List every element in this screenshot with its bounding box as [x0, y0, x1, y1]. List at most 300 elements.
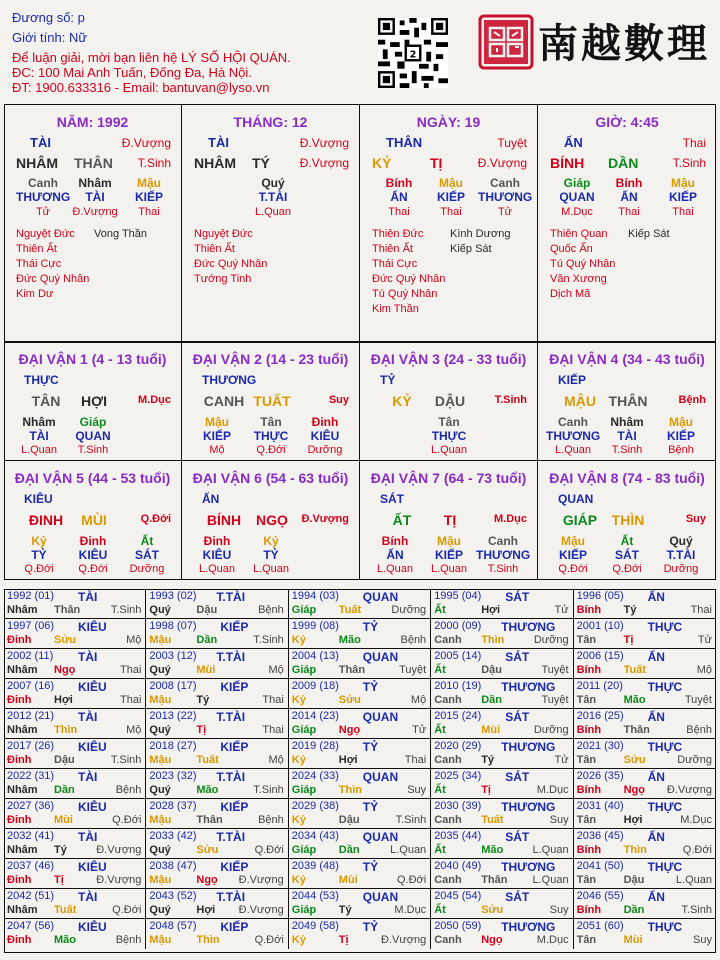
star-item: Thiên Quan	[550, 228, 608, 240]
year-state: Tử	[697, 634, 712, 646]
year-stem: Giáp	[291, 904, 317, 916]
year-ten-god: T.TÀI	[216, 830, 246, 844]
year-cell	[574, 829, 716, 859]
year-cell	[4, 829, 146, 859]
year-cell	[289, 859, 431, 889]
year-ten-god: T.TÀI	[216, 590, 246, 604]
year-branch: Thìn	[623, 844, 647, 856]
year-branch: Mão	[196, 784, 219, 796]
dv-hidden-r3c2: Q.Đới	[612, 563, 642, 575]
hidden-stem-r3c2: L.Quan	[254, 206, 292, 218]
year-state: Mộ	[126, 634, 142, 646]
year-label: 2016 (25)	[576, 710, 624, 722]
year-cell	[431, 919, 573, 949]
dv-hidden-r3c2: L.Quan	[252, 563, 290, 575]
year-stem: Tân	[576, 754, 597, 766]
year-branch: Thìn	[54, 724, 78, 736]
year-ten-god: QUAN	[362, 710, 399, 724]
year-label: 2009 (18)	[291, 680, 339, 692]
year-branch: Thìn	[481, 634, 505, 646]
dv-hidden-r1c1: Đinh	[203, 534, 231, 548]
year-state: Mộ	[268, 754, 284, 766]
year-branch: Ngọ	[481, 934, 503, 946]
year-state: Đ.Vượng	[381, 934, 427, 946]
year-cell	[289, 649, 431, 679]
dv-hidden-r3c3: T.Sinh	[487, 563, 519, 575]
year-cell	[289, 799, 431, 829]
dv-hidden-r3c2: Q.Đới	[256, 444, 286, 456]
hidden-stem-r2c2: KIẾP	[436, 190, 465, 204]
year-state: Đ.Vượng	[96, 844, 142, 856]
year-state: Thai	[404, 754, 427, 766]
year-cell	[574, 679, 716, 709]
year-state: Bệnh	[258, 604, 284, 616]
star-item: Nguyệt Đức	[16, 228, 75, 240]
year-branch: Mão	[623, 694, 646, 706]
year-label: 2002 (11)	[7, 650, 54, 662]
year-cell	[146, 829, 288, 859]
year-stem: Bính	[576, 604, 602, 616]
year-branch: Dậu	[481, 664, 502, 676]
year-ten-god: ẤN	[647, 770, 665, 784]
year-ten-god: KIẾP	[220, 920, 249, 934]
dv-hidden-r1c2: Tân	[260, 415, 282, 429]
year-label: 2027 (36)	[7, 800, 55, 812]
year-branch: Ngọ	[338, 724, 361, 736]
year-state: Tử	[554, 604, 569, 616]
year-state: Mộ	[410, 694, 427, 706]
star-item: Thiên Ất	[16, 243, 57, 255]
year-cell	[574, 709, 716, 739]
dv-hidden-r3c1: L.Quan	[376, 563, 414, 575]
year-branch: Sửu	[196, 844, 219, 856]
year-state: M.Dục	[536, 934, 569, 946]
year-state: Dưỡng	[533, 634, 569, 646]
dv-hidden-r3c2: T.Sinh	[77, 444, 109, 456]
year-stem: Kỷ	[291, 934, 306, 946]
dv-hidden-r2c2: TÀI	[617, 429, 637, 443]
brand-logo-text: 南越數理	[538, 20, 710, 67]
year-cell	[574, 799, 716, 829]
dv-hidden-r2c3: SÁT	[135, 548, 159, 562]
year-cell	[289, 619, 431, 649]
year-label: 2042 (51)	[7, 890, 55, 902]
year-state: Mộ	[696, 664, 712, 676]
year-label: 2041 (50)	[576, 860, 624, 872]
year-ten-god: SÁT	[505, 830, 530, 844]
year-stem: Ất	[434, 904, 446, 916]
dv-hidden-r3c2: T.Sinh	[611, 444, 643, 456]
year-label: 2040 (49)	[434, 860, 482, 872]
year-branch: Hợi	[623, 814, 643, 826]
dv-hidden-r1c3: Mậu	[669, 415, 693, 429]
star-item: Kim Dư	[16, 288, 54, 300]
year-cell	[431, 709, 573, 739]
year-label: 1992 (01)	[7, 590, 55, 602]
year-cell	[146, 919, 288, 949]
year-stem: Tân	[576, 634, 597, 646]
dv-hidden-r2c2: SÁT	[615, 548, 639, 562]
gender-label: Giới tính:	[12, 30, 69, 45]
gender-value: Nữ	[68, 30, 88, 45]
dv-hidden-r1c3: Quý	[669, 534, 693, 548]
year-branch: Mùi	[338, 874, 358, 886]
year-cell	[146, 889, 288, 919]
year-cell	[146, 709, 288, 739]
year-cell	[289, 769, 431, 799]
year-stem: Mậu	[149, 874, 172, 886]
year-stem: Nhâm	[7, 604, 38, 616]
dv-hidden-r3c1: Mộ	[209, 444, 225, 456]
year-label: 2010 (19)	[434, 680, 482, 692]
year-label: 2034 (43)	[291, 830, 339, 842]
year-stem: Mậu	[149, 754, 172, 766]
year-state: Mộ	[126, 724, 142, 736]
year-ten-god: THỰC	[647, 620, 683, 634]
dai-van-stem: GIÁP	[562, 512, 598, 528]
pillar-ten-god-state: Đ.Vượng	[121, 136, 171, 150]
year-ten-god: QUAN	[362, 890, 399, 904]
dv-hidden-r1c3: Canh	[488, 534, 518, 548]
year-label: 2031 (40)	[576, 800, 624, 812]
year-label: 2003 (12)	[149, 650, 197, 662]
year-label: 2021 (30)	[576, 740, 624, 752]
year-ten-god: TÀI	[78, 710, 98, 724]
hidden-stem-r2c3: THƯƠNG	[478, 190, 533, 204]
dv-hidden-r1c2: Nhâm	[610, 415, 644, 429]
year-ten-god: THƯƠNG	[501, 620, 556, 634]
dai-van-7	[360, 461, 538, 580]
year-ten-god: TÀI	[78, 890, 98, 904]
star-item: Thiên Ất	[194, 243, 235, 255]
year-cell	[431, 739, 573, 769]
pillar-stem: KỶ	[372, 155, 392, 171]
dv-hidden-r3c2: L.Quan	[430, 444, 468, 456]
year-label: 2045 (54)	[434, 890, 482, 902]
year-stem: Giáp	[291, 604, 317, 616]
dv-hidden-r3c1: Q.Đới	[558, 563, 588, 575]
year-ten-god: TỶ	[362, 680, 379, 694]
year-branch: Dần	[623, 904, 645, 916]
year-ten-god: T.TÀI	[216, 890, 246, 904]
qr-code-icon[interactable]	[378, 18, 448, 88]
year-label: 2049 (58)	[291, 920, 339, 932]
year-cell	[574, 739, 716, 769]
year-ten-god: ẤN	[647, 650, 665, 664]
dai-van-stem: MẬU	[564, 393, 596, 409]
year-state: L.Quan	[532, 844, 569, 856]
dv-hidden-r2c1: TỶ	[31, 548, 47, 562]
year-stem: Đinh	[7, 814, 32, 826]
star-item: Thiên Ất	[372, 243, 413, 255]
year-cell	[146, 799, 288, 829]
year-label: 1996 (05)	[576, 590, 624, 602]
dv-hidden-r1c2: Tân	[438, 415, 460, 429]
pillar-ten-god-state: Thai	[682, 136, 706, 150]
dv-hidden-r2c2: KIẾP	[434, 548, 463, 562]
pillar-4	[538, 104, 716, 342]
dv-hidden-r1c1: Kỷ	[31, 534, 47, 548]
year-ten-god: T.TÀI	[216, 650, 246, 664]
year-stem: Quý	[149, 664, 171, 676]
dai-van-title: ĐẠI VẬN 7 (64 - 73 tuổi)	[370, 470, 527, 486]
year-state: Bệnh	[686, 724, 712, 736]
year-ten-god: THƯƠNG	[501, 860, 556, 874]
dv-hidden-r1c1: Mậu	[205, 415, 229, 429]
dai-van-2	[182, 342, 360, 461]
hidden-stem-r1c2: Bính	[615, 176, 643, 190]
year-stem: Tân	[576, 814, 597, 826]
dv-hidden-r2c1: ẤN	[386, 548, 404, 562]
hidden-stem-r2c2: TÀI	[85, 190, 105, 204]
pillar-branch-state: T.Sinh	[137, 156, 171, 170]
year-ten-god: KIÊU	[78, 680, 107, 694]
year-stem: Tân	[576, 694, 597, 706]
pillar-title: GIỜ: 4:45	[595, 114, 659, 130]
year-cell	[431, 769, 573, 799]
star-item: Quốc Ấn	[550, 243, 593, 255]
year-ten-god: TỶ	[362, 920, 379, 934]
year-branch: Dần	[54, 784, 75, 796]
year-cell	[431, 799, 573, 829]
year-state: L.Quan	[532, 874, 569, 886]
pillar-3	[360, 104, 538, 342]
dai-van-branch: THÂN	[608, 393, 648, 409]
hidden-stem-r1c3: Canh	[490, 176, 520, 190]
year-branch: Mùi	[623, 934, 643, 946]
dai-van-ten-god: QUAN	[558, 492, 594, 506]
year-state: Suy	[693, 934, 712, 946]
year-branch: Thìn	[338, 784, 363, 796]
star-item: Đức Quý Nhân	[372, 273, 446, 285]
year-branch: Sửu	[338, 694, 361, 706]
year-stem: Mậu	[149, 634, 172, 646]
year-stem: Canh	[434, 754, 462, 766]
pillar-ten-god: THÂN	[386, 135, 423, 150]
year-state: Q.Đới	[396, 874, 427, 886]
year-cell	[574, 649, 716, 679]
year-branch: Dần	[481, 694, 502, 706]
year-state: Thai	[690, 604, 712, 616]
year-label: 2017 (26)	[7, 740, 55, 752]
year-stem: Ất	[434, 724, 446, 736]
dv-hidden-r2c3: KIẾP	[666, 429, 695, 443]
year-cell	[146, 679, 288, 709]
year-label: 2022 (31)	[7, 770, 55, 782]
year-label: 2037 (46)	[7, 860, 55, 872]
star-item-secondary: Kiếp Sát	[628, 228, 670, 240]
dai-van-branch-state: T.Sinh	[494, 394, 527, 406]
year-state: Dưỡng	[533, 724, 569, 736]
year-state: Đ.Vượng	[238, 904, 284, 916]
year-cell	[431, 589, 573, 619]
year-cell	[574, 859, 716, 889]
dai-van-ten-god: TỶ	[380, 373, 396, 387]
year-state: Tuyệt	[541, 694, 569, 706]
year-label: 1999 (08)	[291, 620, 339, 632]
dv-hidden-r1c2: Đinh	[79, 534, 107, 548]
pillar-1	[4, 104, 182, 342]
year-branch: Tuất	[623, 664, 646, 676]
year-state: Dưỡng	[677, 754, 712, 766]
year-label: 2006 (15)	[576, 650, 624, 662]
year-stem: Ất	[434, 844, 446, 856]
year-cell	[574, 889, 716, 919]
star-item: Nguyệt Đức	[194, 228, 253, 240]
year-cell	[4, 589, 146, 619]
year-state: Suy	[549, 814, 569, 826]
year-branch: Thân	[481, 874, 508, 886]
dai-van-branch: TỊ	[443, 512, 457, 528]
year-cell	[574, 619, 716, 649]
year-label: 1997 (06)	[7, 620, 55, 632]
dv-hidden-r2c1: KIẾP	[202, 429, 231, 443]
year-cell	[289, 919, 431, 949]
year-label: 2029 (38)	[291, 800, 339, 812]
pillar-title: THÁNG: 12	[233, 114, 308, 130]
dv-hidden-r2c3: T.TÀI	[666, 548, 696, 562]
hidden-stem-r2c1: THƯƠNG	[16, 190, 71, 204]
star-item-secondary: Kình Dương	[450, 228, 511, 240]
year-cell	[431, 889, 573, 919]
year-label: 2032 (41)	[7, 830, 55, 842]
hidden-stem-r2c2: ẤN	[620, 190, 638, 204]
year-ten-god: KIÊU	[78, 800, 107, 814]
hidden-stem-r1c1: Bính	[385, 176, 413, 190]
year-cell	[146, 769, 288, 799]
phone: ĐT: 1900.633316	[12, 80, 112, 95]
year-state: Đ.Vượng	[238, 874, 284, 886]
year-branch: Tuất	[196, 754, 219, 766]
year-branch: Mùi	[481, 724, 501, 736]
year-label: 1993 (02)	[149, 590, 197, 602]
year-cell	[146, 739, 288, 769]
year-cell	[289, 829, 431, 859]
year-branch: Sửu	[623, 754, 646, 766]
dai-van-ten-god: ẤN	[202, 492, 220, 506]
hidden-stem-r2c1: ẤN	[390, 190, 408, 204]
year-label: 2018 (27)	[149, 740, 197, 752]
dv-hidden-r2c1: TÀI	[29, 429, 49, 443]
year-state: L.Quan	[390, 844, 427, 856]
year-branch: Ngọ	[196, 874, 218, 886]
pillar-branch: TỊ	[430, 155, 443, 171]
year-label: 2008 (17)	[149, 680, 197, 692]
year-stem: Quý	[149, 604, 171, 616]
seal-icon	[478, 14, 534, 70]
dv-hidden-r1c3: Đinh	[311, 415, 339, 429]
year-ten-god: TÀI	[78, 770, 98, 784]
star-item: Kim Thần	[372, 303, 419, 315]
year-stem: Kỷ	[291, 874, 306, 886]
year-branch: Tý	[338, 904, 352, 916]
phone-email	[12, 80, 269, 96]
year-branch: Mão	[338, 634, 361, 646]
star-item: Đức Quý Nhân	[194, 258, 268, 270]
pillar-ten-god: ẤN	[564, 135, 583, 150]
year-branch: Tị	[196, 724, 207, 736]
year-branch: Tý	[54, 844, 67, 856]
year-ten-god: KIÊU	[78, 740, 107, 754]
hidden-stem-r2c3: KIẾP	[134, 190, 163, 204]
year-ten-god: THỰC	[647, 800, 683, 814]
hidden-stem-r3c2: Đ.Vượng	[72, 206, 118, 218]
year-cell	[574, 919, 716, 949]
year-stem: Kỷ	[291, 814, 306, 826]
year-stem: Ất	[434, 784, 446, 796]
year-branch: Tị	[338, 934, 349, 946]
year-stem: Bính	[576, 664, 602, 676]
dv-hidden-r1c1: Mậu	[561, 534, 585, 548]
year-state: T.Sinh	[395, 814, 427, 826]
email-link[interactable]: - Email: bantuvan@lyso.vn	[111, 80, 270, 95]
year-cell	[4, 859, 146, 889]
year-branch: Dậu	[196, 604, 218, 616]
year-cell	[4, 649, 146, 679]
year-branch: Tý	[623, 604, 637, 616]
year-branch: Hợi	[338, 754, 358, 766]
year-stem: Giáp	[291, 844, 317, 856]
dv-hidden-r1c3: Ất	[140, 534, 154, 548]
year-cell	[4, 769, 146, 799]
year-ten-god: KIẾP	[220, 740, 249, 754]
year-state: Thai	[262, 694, 284, 706]
year-label: 2047 (56)	[7, 920, 55, 932]
pillar-ten-god-state: Đ.Vượng	[299, 136, 349, 150]
year-state: T.Sinh	[253, 784, 284, 796]
hidden-stem-r2c3: KIẾP	[668, 190, 697, 204]
address: ĐC: 100 Mai Anh Tuấn, Đống Đa, Hà Nội.	[12, 65, 252, 80]
year-branch: Thân	[623, 724, 650, 736]
year-label: 2007 (16)	[7, 680, 55, 692]
year-state: Thai	[119, 694, 142, 706]
dai-van-branch-state: Suy	[685, 513, 706, 525]
year-cell	[431, 679, 573, 709]
dai-van-ten-god: THỰC	[24, 373, 59, 387]
dai-van-ten-god: KIÊU	[24, 492, 53, 506]
year-stem: Canh	[434, 934, 462, 946]
dv-hidden-r2c1: THƯƠNG	[546, 429, 601, 443]
year-state: T.Sinh	[110, 604, 142, 616]
pillar-stem: NHÂM	[194, 155, 236, 171]
pillar-2	[182, 104, 360, 342]
year-ten-god: THƯƠNG	[501, 740, 556, 754]
pillar-stem: NHÂM	[16, 155, 58, 171]
dai-van-1	[4, 342, 182, 461]
star-item: Tướng Tinh	[194, 273, 252, 285]
dv-hidden-r1c2: Kỷ	[263, 534, 279, 548]
year-state: Bệnh	[115, 934, 142, 946]
dai-van-title: ĐẠI VẬN 2 (14 - 23 tuổi)	[192, 351, 349, 367]
year-label: 2050 (59)	[434, 920, 482, 932]
dv-hidden-r2c1: KIÊU	[202, 548, 232, 562]
year-stem: Bính	[576, 904, 602, 916]
dai-van-6	[182, 461, 360, 580]
pillar-ten-god: TÀI	[30, 135, 51, 150]
year-stem: Tân	[576, 874, 597, 886]
dv-hidden-r3c2: L.Quan	[430, 563, 468, 575]
hidden-stem-r3c3: Tử	[497, 206, 513, 218]
year-stem: Nhâm	[7, 844, 38, 856]
star-item: Dịch Mã	[550, 288, 591, 300]
pillar-stem: BÍNH	[550, 155, 585, 171]
year-stem: Giáp	[291, 724, 317, 736]
year-label: 2038 (47)	[149, 860, 197, 872]
hidden-stem-r3c1: Thai	[388, 206, 410, 218]
year-label: 2001 (10)	[576, 620, 624, 632]
hidden-stem-r3c1: M.Dục	[561, 206, 593, 218]
year-branch: Mùi	[54, 814, 73, 826]
